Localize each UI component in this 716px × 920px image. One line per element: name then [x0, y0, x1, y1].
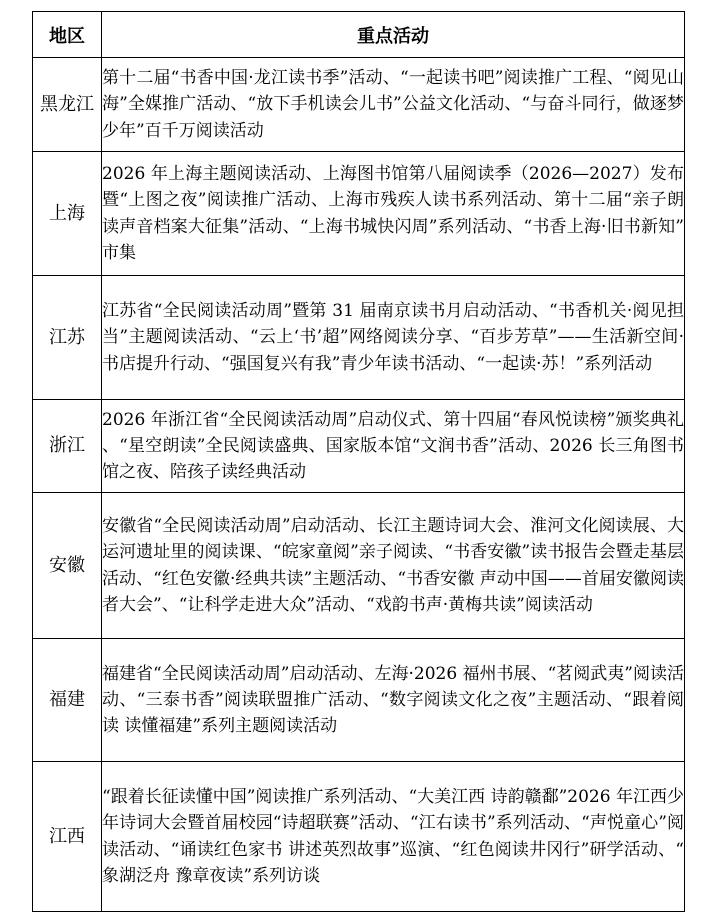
- header-region: 地区: [33, 12, 102, 58]
- region-cell: 江西: [33, 762, 102, 912]
- activity-cell: 第十二届“书香中国·龙江读书季”活动、“一起读书吧”阅读推广工程、“阅见山海”全媒推广活动、“放下手机读会儿书”公益文化活动、“与奋斗同行，做逐梦少年”百千万阅读活动: [102, 58, 685, 152]
- table-row: [33, 762, 685, 912]
- table-row: [33, 493, 685, 639]
- region-cell: 上海: [33, 152, 102, 276]
- table-row: [33, 400, 685, 493]
- region-cell: 浙江: [33, 400, 102, 493]
- region-cell: 黑龙江: [33, 58, 102, 152]
- activity-cell: “跟着长征读懂中国”阅读推广系列活动、“大美江西 诗韵赣鄱”2026 年江西少年诗词大会暨首届校园“诗超联赛”活动、“江右读书”系列活动、“声悦童心”阅读活动、“诵读红色家书 讲述英烈故事”巡演、“红色阅读井冈行”研学活动、“象湖泛舟 豫章夜读”系列访谈: [102, 762, 685, 912]
- table-row: [33, 152, 685, 276]
- table-row: [33, 58, 685, 152]
- activities-table: [32, 11, 685, 912]
- table-header-row: [33, 12, 685, 58]
- activity-cell: 2026 年浙江省“全民阅读活动周”启动仪式、第十四届“春风悦读榜”颁奖典礼、“星空朗读”全民阅读盛典、国家版本馆“文润书香”活动、2026 长三角图书馆之夜、陪孩子读经典活动: [102, 400, 685, 493]
- table-row: [33, 276, 685, 400]
- activity-cell: 安徽省“全民阅读活动周”启动活动、长江主题诗词大会、淮河文化阅读展、大运河遗址里的阅读课、“皖家童阅”亲子阅读、“书香安徽”读书报告会暨走基层活动、“红色安徽·经典共读”主题活动、“书香安徽 声动中国——首届安徽阅读者大会”、“让科学走进大众”活动、“戏韵书声·黄梅共读”阅读活动: [102, 493, 685, 639]
- region-cell: 福建: [33, 639, 102, 762]
- activity-cell: 江苏省“全民阅读活动周”暨第 31 届南京读书月启动活动、“书香机关·阅见担当”主题阅读活动、“云上‘书’超”网络阅读分享、“百步芳草”——生活新空间·书店提升行动、“强国复兴有我”青少年读书活动、“一起读·苏！”系列活动: [102, 276, 685, 400]
- region-cell: 安徽: [33, 493, 102, 639]
- header-activity: 重点活动: [102, 12, 685, 58]
- table-row: [33, 639, 685, 762]
- activity-cell: 福建省“全民阅读活动周”启动活动、左海·2026 福州书展、“茗阅武夷”阅读活动、“三泰书香”阅读联盟推广活动、“数字阅读文化之夜”主题活动、“跟着阅读 读懂福建”系列主题阅读活动: [102, 639, 685, 762]
- activity-cell: 2026 年上海主题阅读活动、上海图书馆第八届阅读季（2026—2027）发布暨“上图之夜”阅读推广活动、上海市残疾人读书系列活动、第十二届“亲子朗读声音档案大征集”活动、“上海书城快闪周”系列活动、“书香上海·旧书新知”市集: [102, 152, 685, 276]
- region-cell: 江苏: [33, 276, 102, 400]
